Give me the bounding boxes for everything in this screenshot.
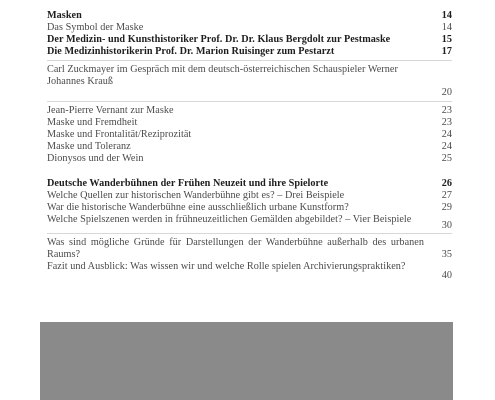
footer-gray-block: [40, 322, 453, 400]
toc-entry[interactable]: [47, 64, 452, 100]
toc-page-number: 26: [441, 177, 452, 189]
toc-page-number: 17: [441, 45, 452, 57]
toc-section-title: Masken: [47, 10, 82, 21]
toc-page-number: 25: [441, 152, 452, 164]
toc-entry-title: Der Medizin- und Kunsthistoriker Prof. Dr. Dr. Klaus Bergdolt zur Pestmaske: [47, 33, 391, 45]
toc-entry[interactable]: [47, 46, 452, 58]
toc-page-number: 23: [441, 105, 452, 117]
toc-page-number: 27: [441, 189, 452, 201]
toc-entry-title: Dionysos und der Wein: [47, 152, 144, 164]
toc-entry-title: Carl Zuckmayer im Gespräch mit dem deutsch-österreichischen Schauspieler Werner Johannes Krauß: [47, 63, 398, 87]
toc-entry[interactable]: [47, 202, 452, 214]
toc-entry-title: Welche Spielszenen werden in frühneuzeitlichen Gemälden abgebildet? – Vier Beispiele: [47, 213, 412, 225]
table-of-contents: [47, 10, 452, 282]
toc-page-number: 14: [441, 10, 452, 21]
toc-entry-title: Welche Quellen zur historischen Wanderbühne gibt es? – Drei Beispiele: [47, 189, 345, 201]
toc-entry[interactable]: [47, 190, 452, 202]
toc-entry-title: Maske und Fremdheit: [47, 117, 138, 129]
toc-section-masken[interactable]: [47, 10, 452, 22]
toc-entry[interactable]: [47, 105, 452, 117]
toc-page-number: 40: [441, 270, 452, 282]
toc-entry-title: Das Symbol der Maske: [47, 21, 144, 33]
toc-entry[interactable]: [47, 214, 452, 232]
toc-entry-title: Fazit und Ausblick: Was wissen wir und welche Rolle spielen Archivierungspraktiken?: [47, 261, 406, 273]
toc-entry[interactable]: [47, 153, 452, 165]
toc-entry-title: War die historische Wanderbühne eine ausschließlich urbane Kunstform?: [47, 201, 349, 213]
toc-page-number: 14: [441, 21, 452, 33]
toc-entry[interactable]: [47, 129, 452, 141]
toc-entry-title: Die Medizinhistorikerin Prof. Dr. Marion Ruisinger zum Pestarzt: [47, 45, 335, 57]
toc-section-title: Deutsche Wanderbühnen der Frühen Neuzeit und ihre Spielorte: [47, 177, 329, 189]
toc-page-number: 30: [441, 219, 452, 231]
toc-entry-title: Maske und Frontalität/Reziprozität: [47, 129, 192, 141]
toc-page-number: 24: [441, 129, 452, 141]
toc-section-wanderbuehnen[interactable]: [47, 178, 452, 190]
toc-entry-title: Maske und Toleranz: [47, 141, 131, 153]
toc-entry-title: Was sind mögliche Gründe für Darstellungen der Wanderbühne außerhalb des urbanen Raums?: [47, 237, 424, 261]
toc-entry[interactable]: [47, 141, 452, 153]
toc-entry-title: Jean-Pierre Vernant zur Maske: [47, 105, 174, 117]
toc-entry[interactable]: [47, 117, 452, 129]
toc-entry[interactable]: [47, 237, 452, 261]
toc-entry[interactable]: [47, 22, 452, 34]
toc-entry[interactable]: [47, 261, 452, 282]
toc-page-number: 23: [441, 117, 452, 129]
divider: [47, 60, 452, 61]
toc-page-number: 24: [441, 141, 452, 153]
toc-page-number: 29: [441, 201, 452, 213]
toc-page-number: 35: [441, 249, 452, 261]
toc-entry[interactable]: [47, 34, 452, 46]
divider: [47, 101, 452, 102]
toc-page-number: 20: [441, 87, 452, 99]
divider: [47, 233, 452, 234]
toc-page-number: 15: [441, 33, 452, 45]
